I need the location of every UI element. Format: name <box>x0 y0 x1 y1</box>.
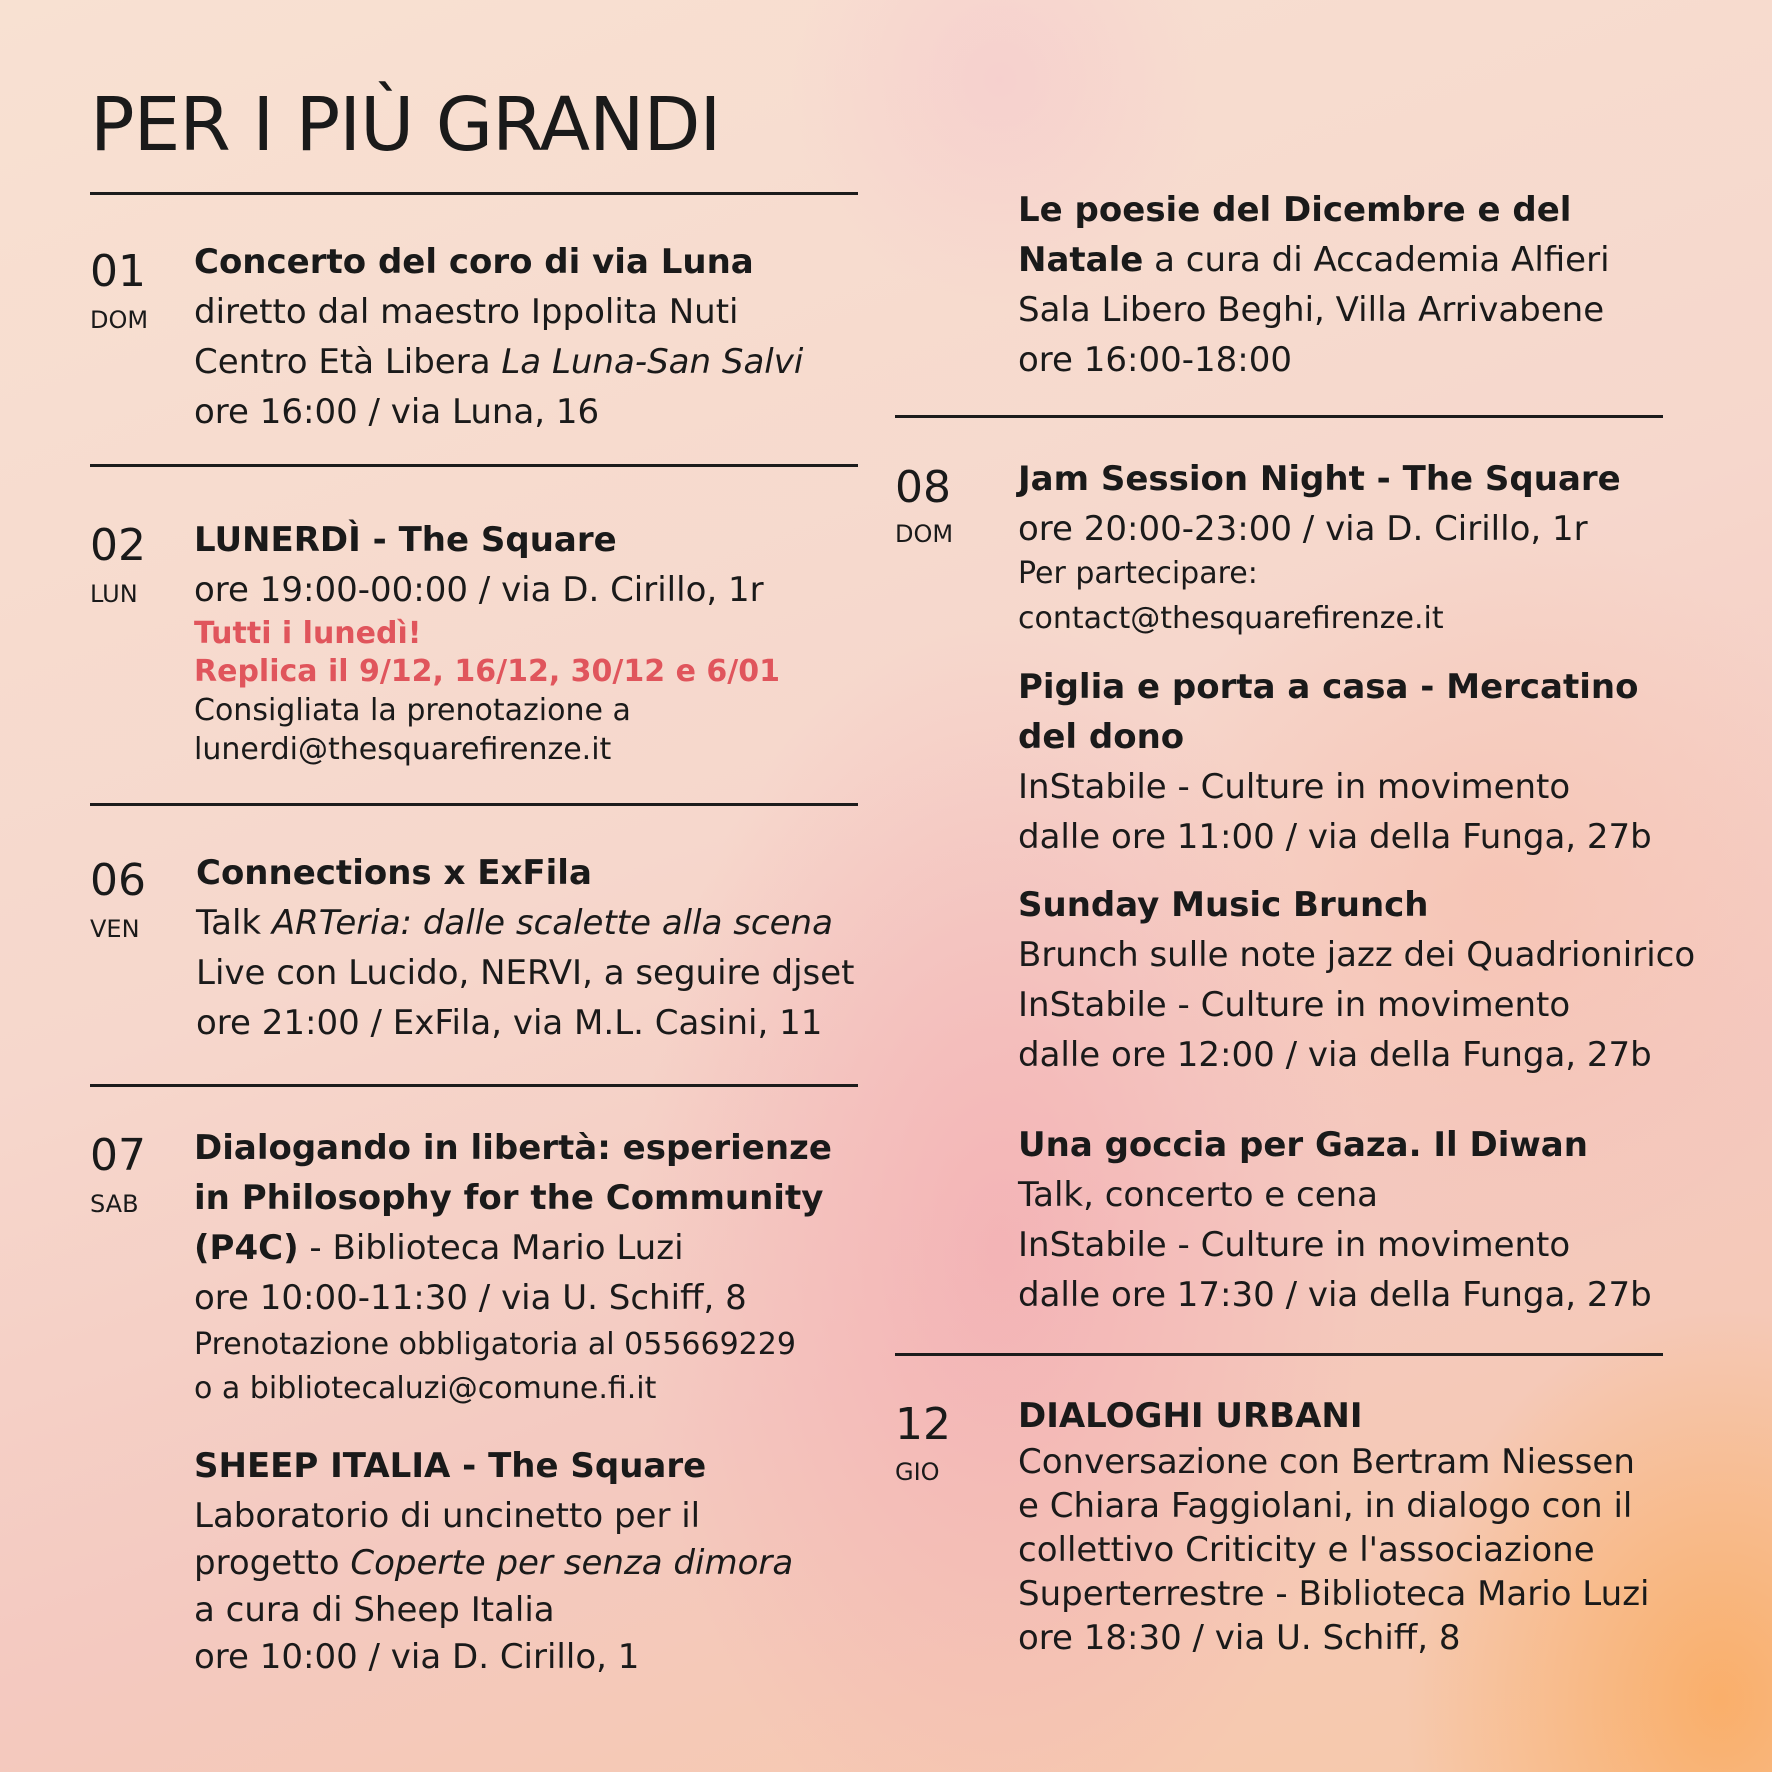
event-detail: Brunch sulle note jazz dei Quadrionirico <box>1018 935 1696 975</box>
event-time: ore 16:00-18:00 <box>1018 340 1292 380</box>
highlight-note: Replica il 9/12, 16/12, 30/12 e 6/01 <box>194 654 780 689</box>
day-number: 07 <box>90 1130 146 1181</box>
title-suffix: Natale <box>1018 240 1144 280</box>
page-title: PER I PIÙ GRANDI <box>90 82 721 168</box>
divider <box>90 1084 858 1087</box>
event-time: dalle ore 17:30 / via della Funga, 27b <box>1018 1275 1652 1315</box>
divider <box>90 464 858 467</box>
event-title: Dialogando in libertà: esperienze <box>194 1128 832 1168</box>
project-name: Coperte per senza dimora <box>350 1543 794 1583</box>
weekday: GIO <box>895 1458 940 1486</box>
event-title: DIALOGHI URBANI <box>1018 1396 1363 1436</box>
event-venue: InStabile - Culture in movimento <box>1018 1225 1571 1265</box>
event-title: Una goccia per Gaza. Il Diwan <box>1018 1125 1588 1165</box>
event-detail <box>196 903 833 943</box>
event-detail: diretto dal maestro Ippolita Nuti <box>194 292 739 332</box>
event-time: dalle ore 11:00 / via della Funga, 27b <box>1018 817 1652 857</box>
event-title: Jam Session Night - The Square <box>1018 459 1621 499</box>
event-title: LUNERDÌ - The Square <box>194 520 617 560</box>
highlight-note: Tutti i lunedì! <box>194 616 422 651</box>
title-suffix: (P4C) <box>194 1228 299 1268</box>
detail-prefix: Talk <box>196 903 272 943</box>
event-title: Le poesie del Dicembre e del <box>1018 190 1572 230</box>
event-time: ore 21:00 / ExFila, via M.L. Casini, 11 <box>196 1003 823 1043</box>
contact-email: contact@thesquarefirenze.it <box>1018 601 1444 636</box>
venue-prefix: Centro Età Libera <box>194 342 502 382</box>
event-title <box>1018 240 1610 280</box>
event-detail: Live con Lucido, NERVI, a seguire djset <box>196 953 855 993</box>
event-title: del dono <box>1018 717 1185 757</box>
event-time: ore 10:00 / via D. Cirillo, 1 <box>194 1637 640 1677</box>
event-time: ore 18:30 / via U. Schiff, 8 <box>1018 1618 1461 1658</box>
venue-name: La Luna-San Salvi <box>501 342 804 382</box>
weekday: DOM <box>895 520 954 548</box>
day-number: 01 <box>90 246 146 297</box>
day-number: 06 <box>90 855 146 906</box>
event-detail: Per partecipare: <box>1018 556 1258 591</box>
event-venue: InStabile - Culture in movimento <box>1018 985 1571 1025</box>
event-title: Sunday Music Brunch <box>1018 885 1429 925</box>
divider <box>90 803 858 806</box>
day-number: 12 <box>895 1399 951 1450</box>
detail-prefix: progetto <box>194 1543 351 1583</box>
divider <box>90 192 858 195</box>
weekday: SAB <box>90 1190 139 1218</box>
event-time: ore 20:00-23:00 / via D. Cirillo, 1r <box>1018 509 1588 549</box>
event-detail: e Chiara Faggiolani, in dialogo con il <box>1018 1486 1633 1526</box>
event-title: Piglia e porta a casa - Mercatino <box>1018 667 1639 707</box>
event-detail <box>194 1543 794 1583</box>
event-detail: Conversazione con Bertram Niessen <box>1018 1442 1635 1482</box>
talk-title: ARTeria: dalle scalette alla scena <box>271 903 833 943</box>
event-title: in Philosophy for the Community <box>194 1178 824 1218</box>
contact-email: o a bibliotecaluzi@comune.fi.it <box>194 1371 657 1406</box>
venue: - Biblioteca Mario Luzi <box>298 1228 684 1268</box>
event-time: ore 19:00-00:00 / via D. Cirillo, 1r <box>194 570 764 610</box>
event-venue: InStabile - Culture in movimento <box>1018 767 1571 807</box>
event-venue <box>194 342 804 382</box>
event-detail: a cura di Sheep Italia <box>194 1590 555 1630</box>
event-time: ore 10:00-11:30 / via U. Schiff, 8 <box>194 1278 747 1318</box>
day-number: 08 <box>895 462 951 513</box>
contact-email: lunerdi@thesquarefirenze.it <box>194 732 612 767</box>
weekday: VEN <box>90 915 140 943</box>
event-title: Connections x ExFila <box>196 853 592 893</box>
event-detail: Consigliata la prenotazione a <box>194 693 631 728</box>
event-title <box>194 1228 684 1268</box>
event-detail: collettivo Criticity e l'associazione <box>1018 1530 1595 1570</box>
weekday: LUN <box>90 580 138 608</box>
event-detail: Laboratorio di uncinetto per il <box>194 1496 701 1536</box>
event-time: dalle ore 12:00 / via della Funga, 27b <box>1018 1035 1652 1075</box>
event-title: SHEEP ITALIA - The Square <box>194 1446 707 1486</box>
event-detail: Talk, concerto e cena <box>1018 1175 1379 1215</box>
day-number: 02 <box>90 520 146 571</box>
event-title: Concerto del coro di via Luna <box>194 242 754 282</box>
divider <box>895 1353 1663 1356</box>
weekday: DOM <box>90 306 149 334</box>
event-venue: Sala Libero Beghi, Villa Arrivabene <box>1018 290 1605 330</box>
divider <box>895 415 1663 418</box>
event-detail: Prenotazione obbligatoria al 055669229 <box>194 1327 796 1362</box>
event-time: ore 16:00 / via Luna, 16 <box>194 392 600 432</box>
curator: a cura di Accademia Alfieri <box>1143 240 1610 280</box>
event-detail: Superterrestre - Biblioteca Mario Luzi <box>1018 1574 1650 1614</box>
